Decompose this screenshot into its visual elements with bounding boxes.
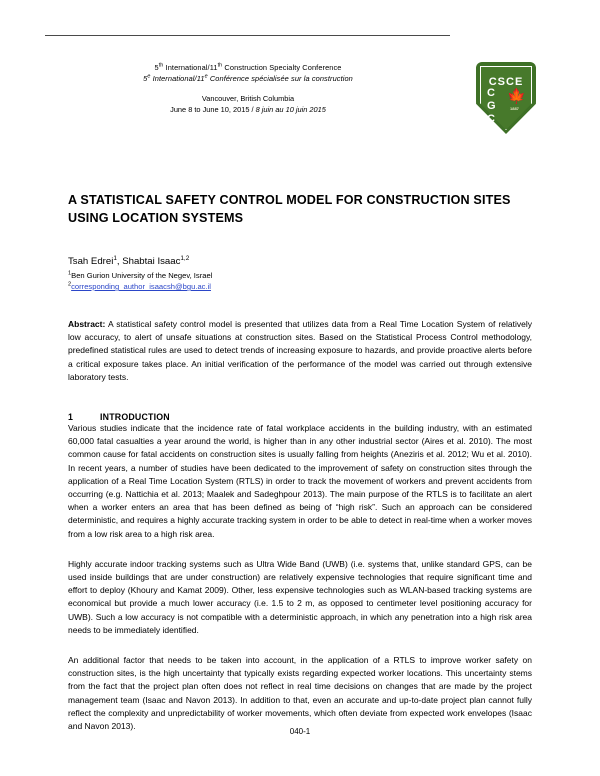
conf-fr-sup2: e [204,73,208,80]
conf-en-mid: International/11 [163,63,218,72]
page-header [0,0,600,142]
author-separator: , [116,256,123,267]
logo-cgc-c2: C [487,113,496,125]
page-title: A STATISTICAL SAFETY CONTROL MODEL FOR CONSTRUCTION SITES USING LOCATION SYSTEMS [68,193,511,225]
affiliation-2 [68,281,532,292]
body-paragraph-3: An additional factor that needs to be taken into account, in the application of a RTLS to improve worker safety on construction sites, is the high uncertainty that typically exists regarding expected worker locations. This uncertainty stems from the fact that the project plan often does not reflect in real time decisions on changes that are made by the project management team (Isaac and Navon 2013). In addition to that, even an accurate and up-to-date project plan cannot fully reflect the complexity and unpredictability of worker movements, which often deviate from expected work envelopes (Isaac and Navon 2013). [68,655,532,732]
logo-year-text: 1887 [510,106,519,111]
corresponding-author-email-link[interactable]: corresponding_author_isaacsh@bgu.ac.il [71,282,211,291]
abstract-label: Abstract: [68,319,106,329]
venue-dates [48,104,448,115]
maple-leaf-icon: 🍁 [507,88,527,105]
author-2-affiliation-marker: 1,2 [180,254,190,262]
conf-en-pre: 5 [154,63,159,72]
affiliation-1-text: Ben Gurion University of the Negev, Israel [71,271,213,280]
abstract-block [68,318,532,384]
venue-location: Vancouver, British Columbia [201,94,295,103]
venue-dates-english: June 8 to June 10, 2015 / [170,105,256,114]
conf-en-post: Construction Specialty Conference [222,63,342,72]
conf-fr-post: Conférence spécialisée sur la construction [207,74,353,83]
affiliation-1 [68,270,532,281]
author-2-name: Shabtai Isaac [122,256,181,267]
conf-en-sup2: th [217,62,223,69]
affiliation-2-marker: 2 [68,281,72,288]
paper-content [68,192,532,742]
page-number: 040-1 [289,727,311,736]
affiliation-1-marker: 1 [68,270,72,277]
section-heading-introduction [68,412,532,422]
conference-title-french [48,73,448,84]
logo-letters [476,62,536,134]
header-divider [45,35,450,36]
shield-icon [476,62,536,134]
section-number: 1 [68,412,74,423]
conf-fr-pre: 5 [143,74,148,83]
author-list [68,255,532,268]
venue-block [48,93,448,115]
author-1-name: Tsah Edrei [68,256,114,267]
body-paragraph-2: Highly accurate indoor tracking systems such as Ultra Wide Band (UWB) (i.e. systems that, unlike standard GPS, can be used inside buildings that are under construction) are relatively expensive technologies that require significant time and effort to deploy (Khoury and Kamat 2009). Other, less expensive technologies such as WLAN-based tracking systems are economical but provide a much lower accuracy (i.e. 1.5 to 2 m, as opposed to centimeter level positioning accuracy for UWB). Such a low accuracy is not compatible with a deterministic approach, in which any penetration into a high risk area needs to be immediately identified. [68,558,532,635]
section-title: INTRODUCTION [100,412,170,423]
abstract-text: A statistical safety control model is presented that utilizes data from a Real Time Location System of relatively low accuracy, to alert of unsafe situations at construction sites. Based on the Statistical Process Control methodology, predefined statistical rules are used to detect trends of increasing exposure to hazards, and provide proactive alerts before a critical exposure takes place. An initial verification of the performance of the model was carried out through extensive laboratory tests. [68,319,532,382]
conf-en-sup1: th [158,62,164,69]
logo-cgc-g: G [487,100,497,112]
page-footer [0,727,600,736]
logo-csce-text: CSCE [488,76,524,88]
conference-title-block [48,62,448,84]
logo-cgc-text [487,88,497,127]
csce-logo [476,62,536,134]
conf-fr-mid: International/11 [150,74,205,83]
author-1-affiliation-marker: 1 [113,254,117,262]
conf-fr-sup1: e [147,73,151,80]
body-paragraph-1: Various studies indicate that the incidence rate of fatal workplace accidents in the building industry, with an estimated 60,000 fatal casualties a year around the world, is higher than in any other industrial sector (Aires et al. 2010). The most common cause for fatal accidents on construction sites is usually falling from heights (Aneziris et al. 2012; Wu et al. 2010). In recent years, a number of studies have been dedicated to the improvement of safety on construction sites through the application of a Real Time Location System (RTLS) in order to track the movement of workers and prevent accidents from occurring (e.g. Nattichia et al. 2013; Maalek and Sadeghpour 2013). The main purpose of the RTLS is to facilitate an alert when a worker enters an area that has been defined as being of “high risk”. Such an approach can be considered deterministic, and requires a highly accurate tracking system in order to be able to detect in real-time when a worker moves from a low risk area to a high risk area. [68,423,532,539]
conference-title-english [48,62,448,73]
venue-dates-french: 8 juin au 10 juin 2015 [255,105,326,114]
logo-cgc-c1: C [487,87,496,99]
